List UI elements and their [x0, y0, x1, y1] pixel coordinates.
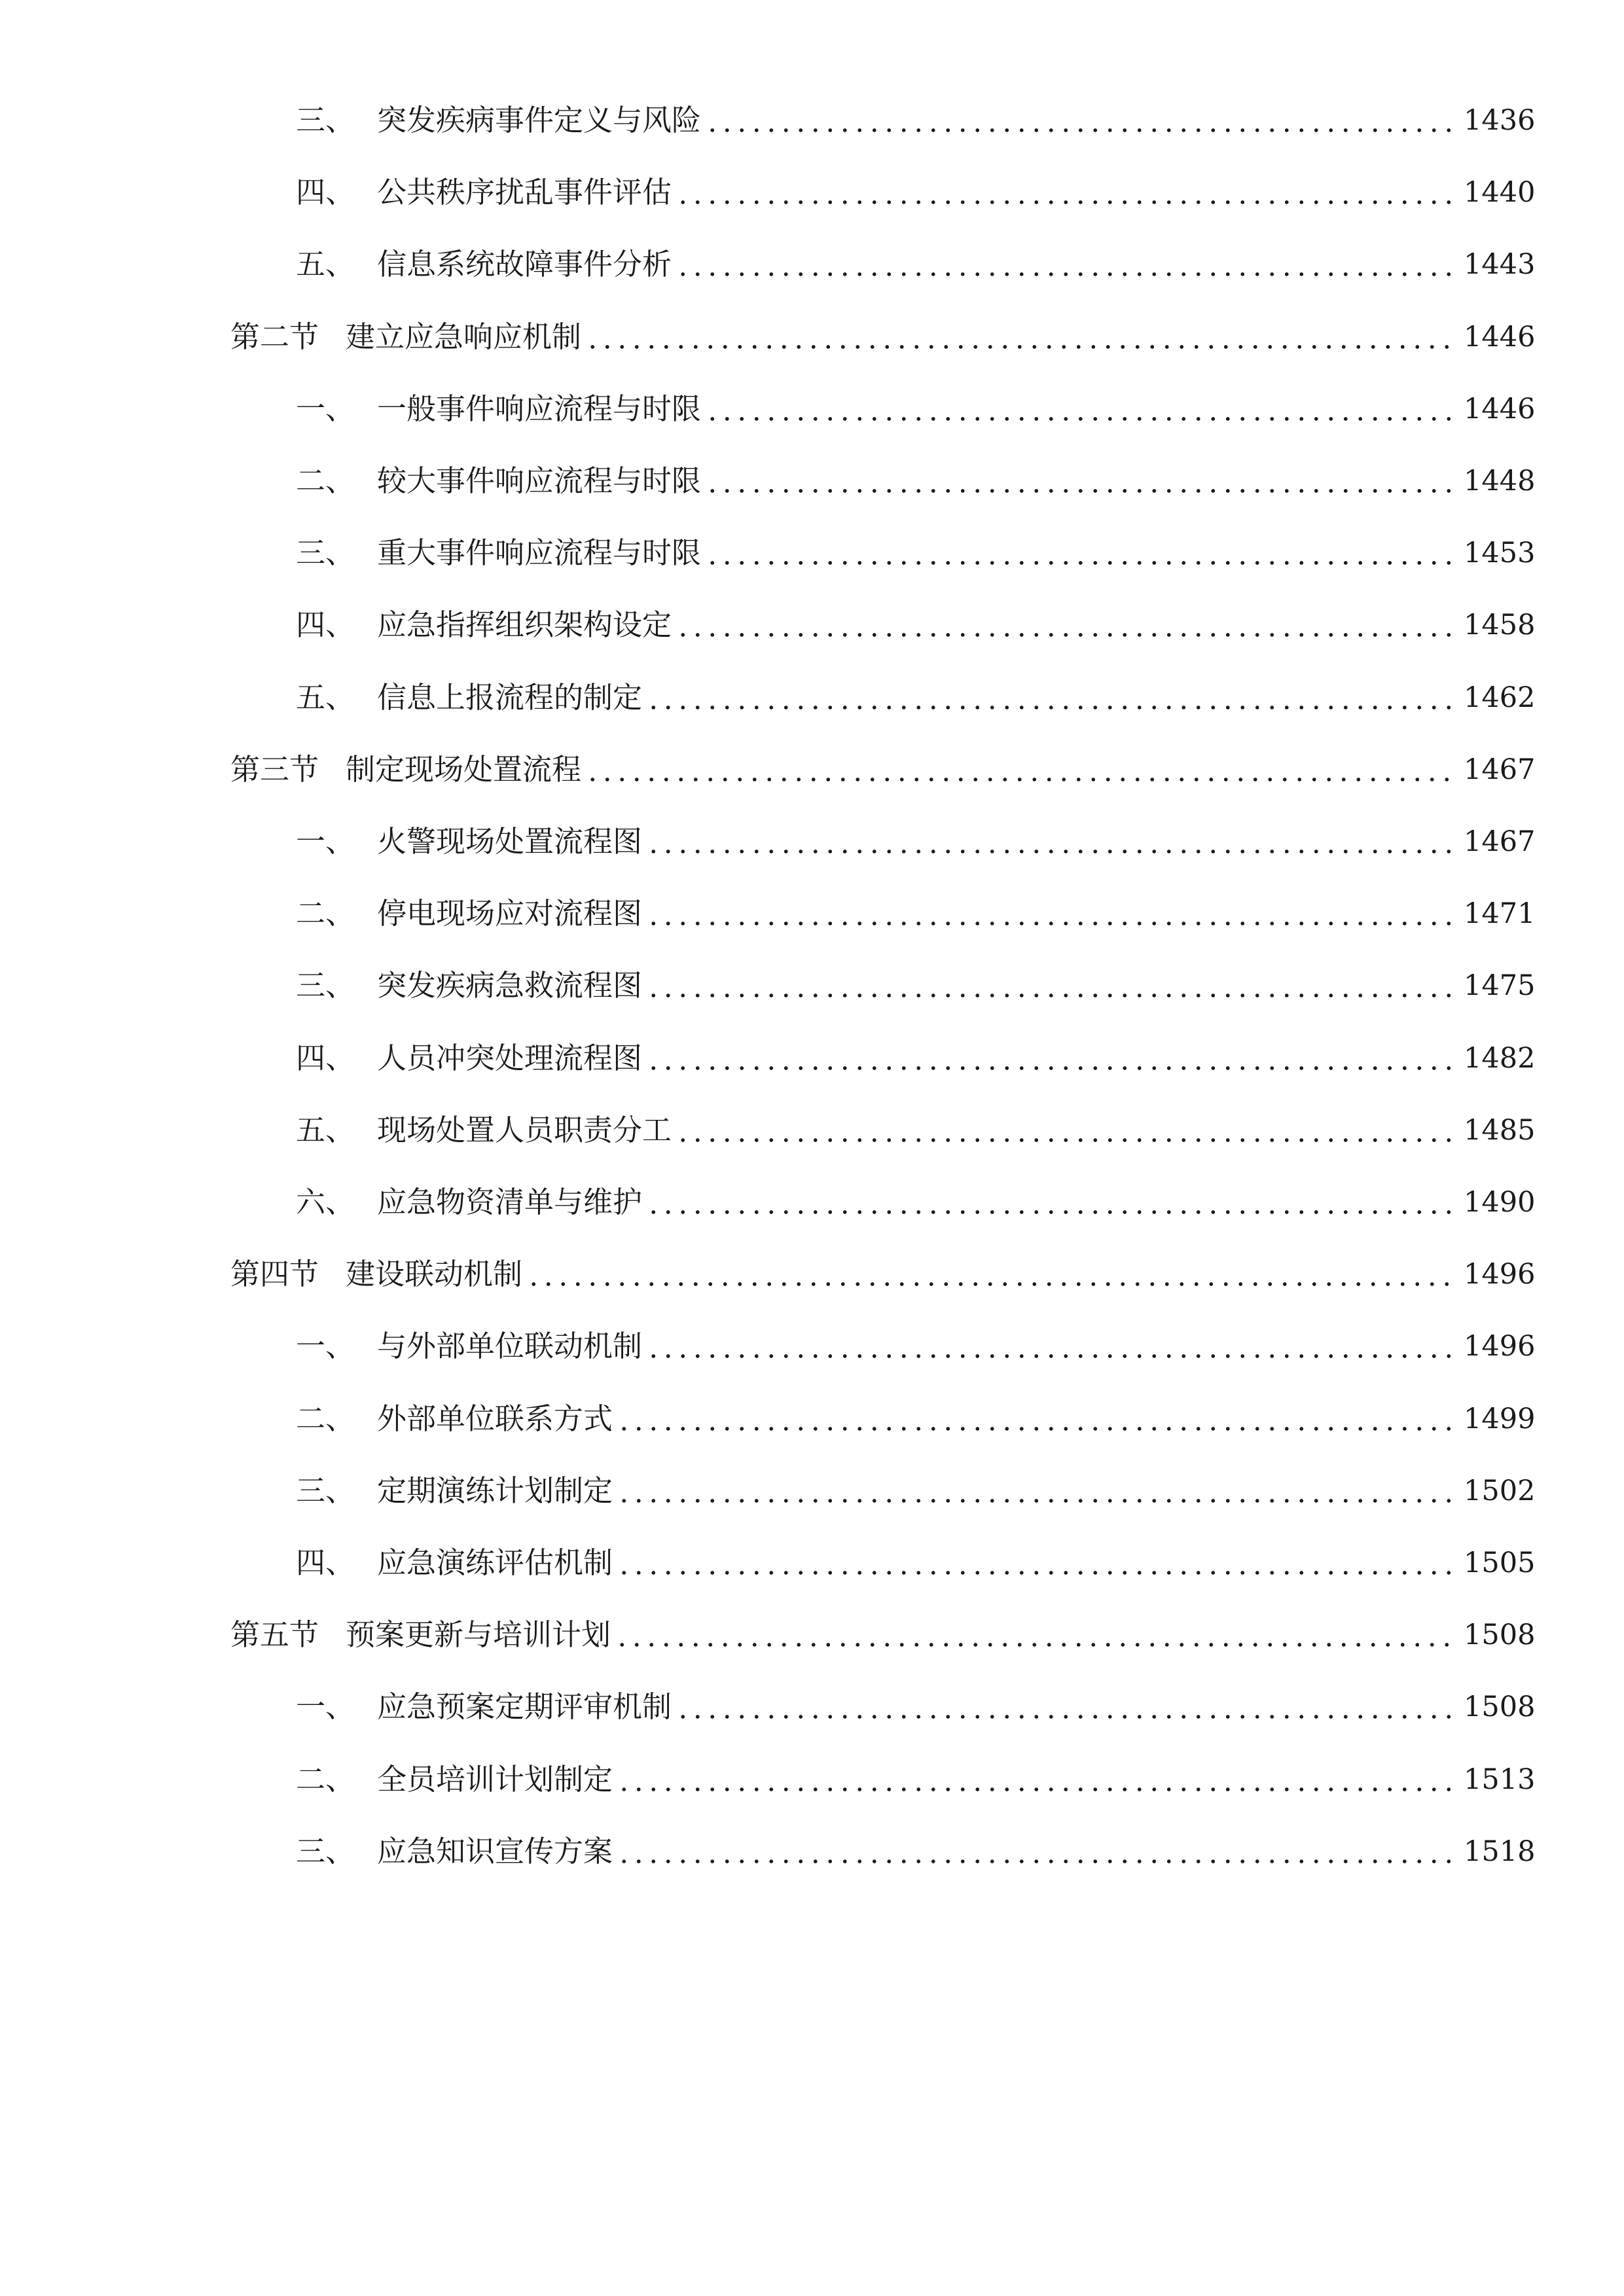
toc-item-entry[interactable]: [296, 1393, 1536, 1445]
toc-entry-title: 重大事件响应流程与时限: [377, 535, 702, 570]
toc-entry-number: 第四节: [230, 1257, 319, 1291]
toc-entry-title: 公共秩序扰乱事件评估: [377, 175, 672, 209]
toc-page-number: 1446: [1464, 393, 1536, 425]
toc-item-entry[interactable]: [296, 1537, 1536, 1589]
toc-item-entry[interactable]: [296, 1681, 1536, 1733]
toc-entry-title: 人员冲突处理流程图: [377, 1041, 643, 1075]
toc-item-entry[interactable]: [296, 816, 1536, 868]
toc-dot-leader: [646, 888, 1453, 940]
toc-page-number: 1496: [1464, 1330, 1536, 1363]
toc-page-number: 1448: [1464, 465, 1536, 497]
toc-entry-number: 一、: [296, 391, 355, 426]
toc-page-number: 1467: [1464, 753, 1536, 786]
toc-entry-number: 第三节: [230, 752, 319, 787]
toc-dot-leader: [617, 1393, 1453, 1445]
toc-dot-leader: [705, 94, 1453, 147]
toc-dot-leader: [705, 383, 1453, 435]
toc-page-number: 1482: [1464, 1042, 1536, 1075]
toc-item-entry[interactable]: [296, 238, 1536, 291]
toc-dot-leader: [676, 1681, 1453, 1733]
toc-entry-number: 二、: [296, 463, 355, 498]
toc-item-entry[interactable]: [296, 1032, 1536, 1085]
toc-item-entry[interactable]: [296, 960, 1536, 1012]
toc-dot-leader: [676, 599, 1453, 651]
toc-item-entry[interactable]: [296, 1176, 1536, 1229]
toc-entry-number: 五、: [296, 247, 355, 281]
toc-entry-title: 应急演练评估机制: [377, 1545, 613, 1580]
toc-entry-number: 四、: [296, 607, 355, 642]
toc-page-number: 1508: [1464, 1619, 1536, 1651]
toc-item-entry[interactable]: [296, 599, 1536, 651]
toc-dot-leader: [617, 1537, 1453, 1589]
toc-dot-leader: [646, 1176, 1453, 1229]
toc-dot-leader: [585, 311, 1453, 363]
toc-dot-leader: [676, 238, 1453, 291]
toc-entry-number: 一、: [296, 1329, 355, 1363]
toc-entry-title: 定期演练计划制定: [377, 1473, 613, 1508]
toc-entry-title: 信息系统故障事件分析: [377, 247, 672, 281]
toc-item-entry[interactable]: [296, 888, 1536, 940]
toc-entry-number: 三、: [296, 968, 355, 1003]
toc-entry-title: 一般事件响应流程与时限: [377, 391, 702, 426]
toc-dot-leader: [646, 960, 1453, 1012]
toc-page-number: 1490: [1464, 1186, 1536, 1219]
toc-item-entry[interactable]: [296, 1104, 1536, 1157]
toc-dot-leader: [676, 1104, 1453, 1157]
toc-entry-title: 建立应急响应机制: [346, 319, 582, 354]
toc-dot-leader: [705, 527, 1453, 579]
toc-page-number: 1443: [1464, 248, 1536, 281]
toc-entry-title: 预案更新与培训计划: [346, 1617, 611, 1652]
toc-page-number: 1485: [1464, 1114, 1536, 1147]
toc-page-number: 1502: [1464, 1475, 1536, 1507]
toc-entry-number: 三、: [296, 535, 355, 570]
toc-entry-number: 三、: [296, 103, 355, 137]
toc-item-entry[interactable]: [296, 455, 1536, 507]
toc-entry-title: 应急知识宣传方案: [377, 1834, 613, 1869]
toc-page-number: 1508: [1464, 1691, 1536, 1723]
toc-entry-number: 四、: [296, 1545, 355, 1580]
toc-item-entry[interactable]: [296, 1320, 1536, 1372]
toc-entry-title: 应急预案定期评审机制: [377, 1689, 672, 1724]
toc-page-number: 1505: [1464, 1547, 1536, 1579]
toc-entry-title: 突发疾病急救流程图: [377, 968, 643, 1003]
toc-page-number: 1475: [1464, 969, 1536, 1002]
toc-item-entry[interactable]: [296, 672, 1536, 724]
toc-dot-leader: [617, 1825, 1453, 1878]
toc-section-entry[interactable]: [230, 1609, 1536, 1661]
toc-section-entry[interactable]: [230, 1248, 1536, 1300]
toc-entry-title: 建设联动机制: [346, 1257, 523, 1291]
toc-dot-leader: [526, 1248, 1453, 1300]
toc-item-entry[interactable]: [296, 1753, 1536, 1806]
toc-page-number: 1518: [1464, 1835, 1536, 1868]
toc-dot-leader: [617, 1465, 1453, 1517]
toc-entry-number: 一、: [296, 1689, 355, 1724]
toc-entry-number: 一、: [296, 824, 355, 859]
toc-item-entry[interactable]: [296, 527, 1536, 579]
toc-entry-number: 三、: [296, 1834, 355, 1869]
toc-dot-leader: [646, 1320, 1453, 1372]
toc-page-number: 1446: [1464, 321, 1536, 353]
toc-entry-title: 火警现场处置流程图: [377, 824, 643, 859]
toc-page-number: 1467: [1464, 825, 1536, 858]
toc-entry-number: 二、: [296, 1762, 355, 1797]
toc-item-entry[interactable]: [296, 1465, 1536, 1517]
toc-page-number: 1499: [1464, 1403, 1536, 1435]
toc-entry-title: 突发疾病事件定义与风险: [377, 103, 702, 137]
toc-entry-number: 三、: [296, 1473, 355, 1508]
toc-entry-number: 六、: [296, 1185, 355, 1219]
toc-page-number: 1513: [1464, 1763, 1536, 1796]
toc-page-number: 1496: [1464, 1258, 1536, 1291]
toc-page-number: 1458: [1464, 609, 1536, 641]
toc-dot-leader: [615, 1609, 1453, 1661]
toc-dot-leader: [617, 1753, 1453, 1806]
toc-dot-leader: [705, 455, 1453, 507]
toc-dot-leader: [585, 744, 1453, 796]
toc-item-entry[interactable]: [296, 383, 1536, 435]
toc-entry-number: 五、: [296, 680, 355, 715]
toc-entry-title: 应急物资清单与维护: [377, 1185, 643, 1219]
toc-section-entry[interactable]: [230, 744, 1536, 796]
toc-item-entry[interactable]: [296, 1825, 1536, 1878]
toc-entry-title: 外部单位联系方式: [377, 1401, 613, 1436]
toc-page-number: 1453: [1464, 537, 1536, 569]
toc-entry-number: 第五节: [230, 1617, 319, 1652]
toc-dot-leader: [646, 1032, 1453, 1085]
toc-page-number: 1440: [1464, 176, 1536, 209]
toc-page-number: 1462: [1464, 681, 1536, 714]
toc-entry-number: 二、: [296, 896, 355, 931]
toc-entry-number: 四、: [296, 175, 355, 209]
toc-entry-title: 与外部单位联动机制: [377, 1329, 643, 1363]
toc-item-entry[interactable]: [296, 94, 1536, 147]
toc-entry-title: 全员培训计划制定: [377, 1762, 613, 1797]
toc-page-number: 1471: [1464, 897, 1536, 930]
toc-entry-title: 制定现场处置流程: [346, 752, 582, 787]
toc-entry-number: 四、: [296, 1041, 355, 1075]
toc-entry-title: 现场处置人员职责分工: [377, 1113, 672, 1147]
toc-entry-number: 第二节: [230, 319, 319, 354]
toc-item-entry[interactable]: [296, 166, 1536, 219]
toc-entry-number: 五、: [296, 1113, 355, 1147]
toc-entry-title: 较大事件响应流程与时限: [377, 463, 702, 498]
toc-dot-leader: [646, 816, 1453, 868]
toc-entry-number: 二、: [296, 1401, 355, 1436]
toc-dot-leader: [676, 166, 1453, 219]
toc-page-number: 1436: [1464, 104, 1536, 137]
toc-entry-title: 应急指挥组织架构设定: [377, 607, 672, 642]
toc-dot-leader: [646, 672, 1453, 724]
toc-section-entry[interactable]: [230, 311, 1536, 363]
toc-entry-title: 信息上报流程的制定: [377, 680, 643, 715]
toc-entry-title: 停电现场应对流程图: [377, 896, 643, 931]
